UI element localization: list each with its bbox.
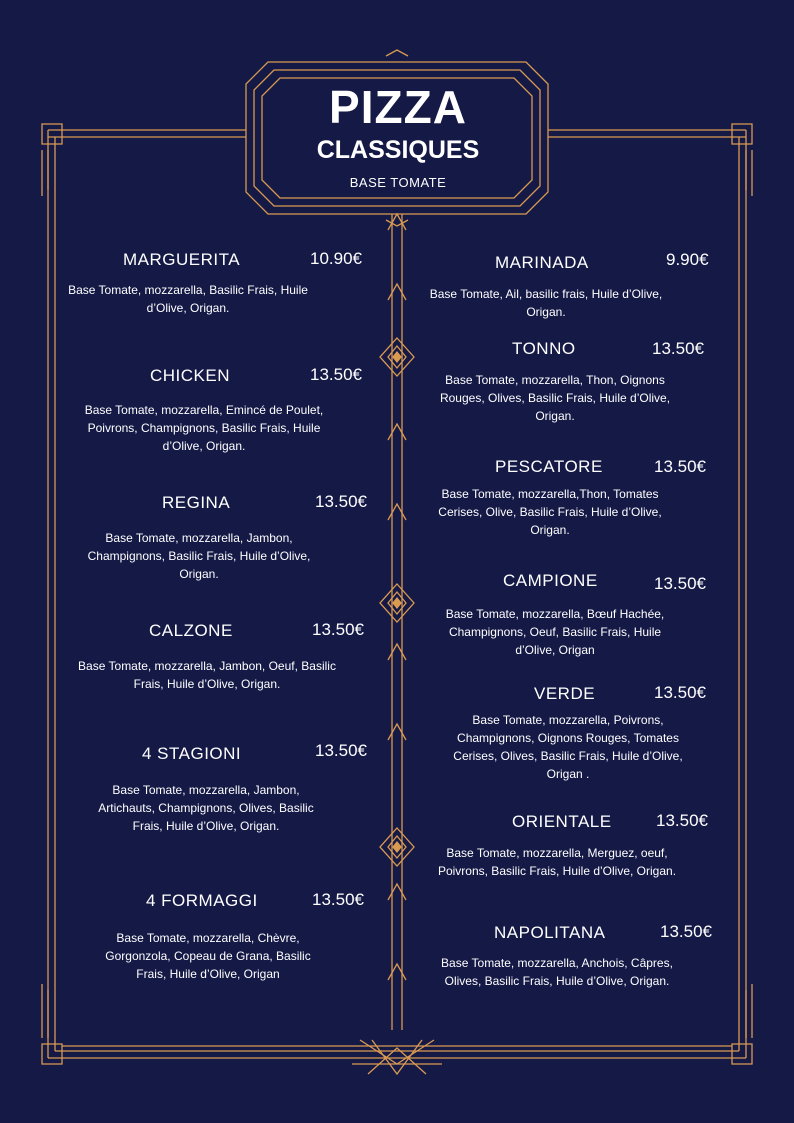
item-price: 10.90€ bbox=[310, 249, 362, 268]
item-description: Base Tomate, mozzarella,Thon, Tomates Cerises, Olive, Basilic Frais, Huile d’Olive, Origan. bbox=[438, 487, 662, 537]
item-price: 13.50€ bbox=[315, 741, 367, 760]
item-name: PESCATORE bbox=[495, 457, 603, 476]
item-name: MARGUERITA bbox=[123, 250, 241, 269]
item-description: Base Tomate, mozzarella, Jambon, Artichauts, Champignons, Olives, Basilic Frais, Huile d’Olive, Origan. bbox=[98, 783, 314, 833]
item-price: 13.50€ bbox=[660, 922, 712, 941]
item-price: 13.50€ bbox=[312, 890, 364, 909]
item-name: 4 FORMAGGI bbox=[146, 891, 258, 910]
item-price: 13.50€ bbox=[654, 574, 706, 593]
item-description: Base Tomate, mozzarella, Emincé de Poulet, Poivrons, Champignons, Basilic Frais, Huile d’Olive, Origan. bbox=[84, 403, 324, 453]
item-description: Base Tomate, Ail, basilic frais, Huile d’Olive, Origan. bbox=[429, 287, 663, 319]
item-description: Base Tomate, mozzarella, Poivrons, Champignons, Oignons Rouges, Tomates Cerises, Olives, Basilic Frais, Huile d’Olive, Origan . bbox=[453, 713, 683, 781]
item-price: 13.50€ bbox=[310, 365, 362, 384]
item-name: 4 STAGIONI bbox=[142, 744, 242, 763]
title-block bbox=[248, 74, 548, 204]
menu-base-label: BASE TOMATE bbox=[349, 175, 447, 190]
item-name: TONNO bbox=[512, 339, 576, 358]
item-name: NAPOLITANA bbox=[494, 923, 606, 942]
item-name: ORIENTALE bbox=[512, 812, 612, 831]
item-price: 13.50€ bbox=[654, 683, 706, 702]
item-description: Base Tomate, mozzarella, Anchois, Câpres, Olives, Basilic Frais, Huile d’Olive, Origan. bbox=[441, 956, 673, 988]
item-price: 13.50€ bbox=[656, 811, 708, 830]
item-price: 13.50€ bbox=[654, 457, 706, 476]
item-price: 13.50€ bbox=[312, 620, 364, 639]
menu-subtitle: CLASSIQUES bbox=[316, 136, 480, 164]
item-price: 13.50€ bbox=[652, 339, 704, 358]
item-name: CALZONE bbox=[149, 621, 233, 640]
item-name: MARINADA bbox=[495, 253, 589, 272]
item-description: Base Tomate, mozzarella, Chèvre, Gorgonzola, Copeau de Grana, Basilic Frais, Huile d’Olive, Origan bbox=[105, 931, 311, 981]
item-description: Base Tomate, mozzarella, Jambon, Champignons, Basilic Frais, Huile d’Olive, Origan. bbox=[87, 531, 311, 581]
item-name: REGINA bbox=[162, 493, 231, 512]
menu-title: PIZZA bbox=[329, 81, 467, 133]
item-name: VERDE bbox=[534, 684, 596, 703]
item-price: 9.90€ bbox=[666, 250, 709, 269]
item-name: CAMPIONE bbox=[503, 571, 598, 590]
item-description: Base Tomate, mozzarella, Basilic Frais, Huile d’Olive, Origan. bbox=[68, 283, 308, 315]
item-name: CHICKEN bbox=[150, 366, 231, 385]
item-description: Base Tomate, mozzarella, Bœuf Hachée, Champignons, Oeuf, Basilic Frais, Huile d’Olive, Origan bbox=[445, 607, 665, 657]
item-description: Base Tomate, mozzarella, Merguez, oeuf, Poivrons, Basilic Frais, Huile d’Olive, Origan. bbox=[437, 846, 677, 878]
item-price: 13.50€ bbox=[315, 492, 367, 511]
item-description: Base Tomate, mozzarella, Thon, Oignons Rouges, Olives, Basilic Frais, Huile d’Olive, Origan. bbox=[439, 373, 671, 423]
item-description: Base Tomate, mozzarella, Jambon, Oeuf, Basilic Frais, Huile d’Olive, Origan. bbox=[78, 659, 336, 691]
